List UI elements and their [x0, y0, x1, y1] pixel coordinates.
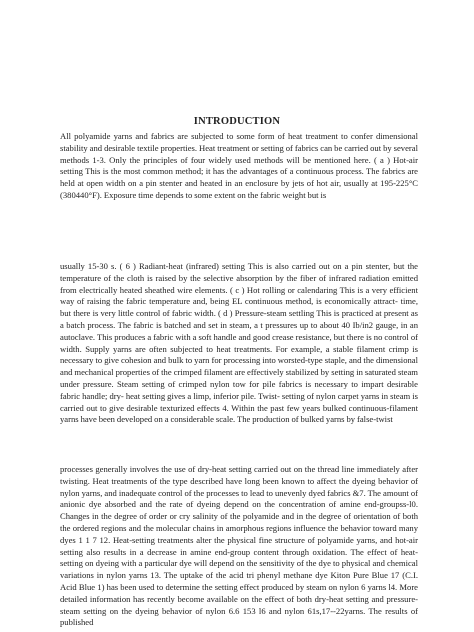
paragraph-2: usually 15-30 s. ( 6 ) Radiant-heat (infrared) setting This is also carried out on a pin stenter, but the temperature of the cloth is raised by the selective absorption by the fiber of infrared radiation emitted from electrically heated sheathed wire elements. ( c ) Hot rolling or calendaring This is a very efficient way of raising the fabric temperature and, being EL continuous method, is economically attract- time, but there is very little control of fabric width. ( d ) Pressure-steam settling This is practiced at present as a batch process. The fabric is batched and set in steam, a t pressures up to about 40 Ib/in2 gauge, in an autoclave. This produces a fabric with a soft handle and good crease resistance, but there is no control of width. Supply yarns are often subjected to heat treatments. For example, a stable filament crimp is necessary to give cohesion and bulk to yarn for processing into worsted-type staple, and the dimensional and mechanical properties of the crimped filament are effectively stabilized by setting in saturated steam under pressure. Steam setting of crimped nylon tow for pile fabrics is necessary to impart desirable fabric handle; dry- heat setting gives a limp, inferior pile. Twist- setting of nylon carpet yarns in steam is carried out to give desirable texturized effects 4. Within the past few years bulked continuous-filament yarns have been developed on a considerable scale. The production of bulked yarns by false-twist — [60, 261, 418, 425]
section-title: INTRODUCTION — [193, 116, 281, 127]
paragraph-1: All polyamide yarns and fabrics are subjected to some form of heat treatment to confer dimensional stability and desirable textile properties. Heat treatment or setting of fabrics can be carried out by several methods 1-3. Only the principles of four widely used methods will be mentioned here. ( a ) Hot-air setting This is the most common method; it has the advantages of a continuous process. The fabrics are held at open width on a pin stenter and heated in an enclosure by jets of hot air, usually at 195-225°C (380440°F). Exposure time depends to some extent on the fabric weight but is — [60, 131, 418, 200]
paragraph-3: processes generally involves the use of dry-heat setting carried out on the thread line immediately after twisting. Heat treatments of the type described have long been known to affect the dyeing behavior of nylon yarns, and inadequate control of the processes to lead to unevenly dyed fabrics &7. The amount of anionic dye absorbed and the rate of dyeing depend on the concentration of amine end-groupss-l0. Changes in the degree of order or cry salinity of the polyamide and in the degree of orientation of both the ordered regions and the molecular chains in amorphous regions influence the behavior toward many dyes 1 1 7 12. Heat-setting treatments alter the physical fine structure of polyamide yarns, and hot-air setting also results in a decrease in amine end-group content through oxidation. The effect of heat- setting on dyeing with a particular dye will depend on the sensitivity of the dye to physical and chemical variations in nylon yarns 13. The uptake of the acid tri phenyl methane dye Kiton Pure Blue 17 (C.I. Acid Blue 1) has been used to determine the setting effect produced by steam on nylon 6 yarns l4. More detailed information has recently become available on the effect of both dry-heat setting and pressure-steam setting on the dyeing behavior of nylon 6.6 153 l6 and nylon 61s,17--22yarns. The results of published — [60, 464, 418, 628]
